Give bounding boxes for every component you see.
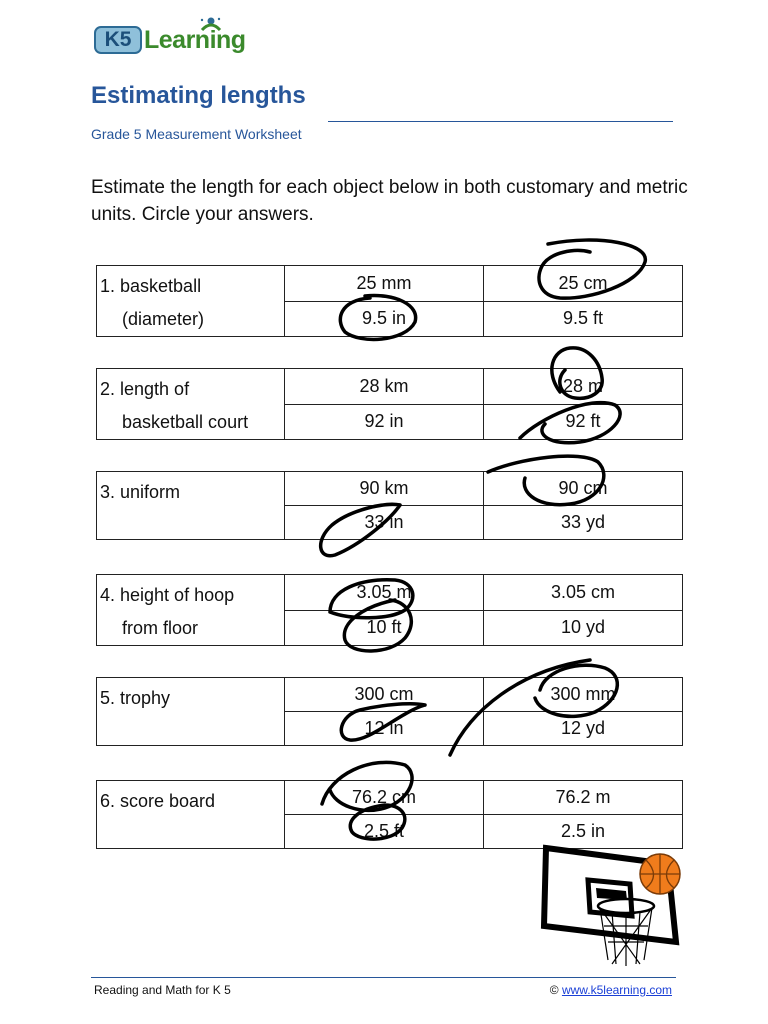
problem-1-table xyxy=(96,265,683,337)
answer-option[interactable]: 25 cm xyxy=(484,266,683,302)
instructions: Estimate the length for each object below in both customary and metric units. Circle your answers. xyxy=(91,177,688,225)
answer-option[interactable]: 28 km xyxy=(285,369,484,405)
problem-2 xyxy=(96,368,678,436)
website-link[interactable]: www.k5learning.com xyxy=(561,983,672,997)
problem-1 xyxy=(96,265,678,333)
answer-option[interactable]: 12 in xyxy=(285,712,484,746)
problem-6-label-line-1: 6. score board xyxy=(100,791,216,811)
answer-option[interactable]: 90 km xyxy=(285,472,484,506)
problem-1-label-line-1: 1. basketball xyxy=(100,276,202,296)
worksheet-subtitle: Grade 5 Measurement Worksheet xyxy=(91,126,302,142)
basketball-hoop-illustration xyxy=(528,838,688,970)
problem-3-label xyxy=(97,472,285,540)
problem-2-label-line-2: basketball court xyxy=(122,412,249,432)
problem-3-table xyxy=(96,471,683,540)
problem-4-label-line-2: from floor xyxy=(122,618,199,638)
problem-4-label-line-1: 4. height of hoop xyxy=(100,585,235,605)
problem-5-label-line-1: 5. trophy xyxy=(100,688,171,708)
answer-option[interactable]: 28 m xyxy=(484,369,683,405)
answer-option[interactable]: 2.5 in xyxy=(484,815,683,849)
problem-6-label xyxy=(97,781,285,849)
answer-option[interactable]: 92 in xyxy=(285,404,484,440)
logo-figure-icon xyxy=(198,16,224,38)
problem-3 xyxy=(96,471,678,539)
footer-divider xyxy=(91,977,676,978)
answer-option[interactable]: 76.2 cm xyxy=(285,781,484,815)
answer-option[interactable]: 10 yd xyxy=(484,610,683,646)
footer-copyright xyxy=(550,983,672,997)
page-title: Estimating lengths xyxy=(91,82,306,109)
answer-option[interactable]: 300 cm xyxy=(285,678,484,712)
problem-2-label xyxy=(97,369,285,440)
answer-option[interactable]: 25 mm xyxy=(285,266,484,302)
answer-option[interactable]: 9.5 ft xyxy=(484,301,683,337)
problem-2-table xyxy=(96,368,683,440)
logo-wordmark: Learning xyxy=(144,26,246,54)
problem-5-table xyxy=(96,677,683,746)
problem-1-label-line-2: (diameter) xyxy=(122,309,205,329)
answer-option[interactable]: 2.5 ft xyxy=(285,815,484,849)
k5-learning-logo xyxy=(94,16,264,62)
problem-4 xyxy=(96,574,678,642)
answer-option[interactable]: 90 cm xyxy=(484,472,683,506)
problem-4-label xyxy=(97,575,285,646)
problem-2-label-line-1: 2. length of xyxy=(100,379,190,399)
answer-option[interactable]: 33 yd xyxy=(484,506,683,540)
answer-option[interactable]: 3.05 m xyxy=(285,575,484,611)
header-divider xyxy=(328,121,673,122)
answer-option[interactable]: 9.5 in xyxy=(285,301,484,337)
answer-option[interactable]: 92 ft xyxy=(484,404,683,440)
copyright-symbol: © xyxy=(549,983,559,997)
answer-option[interactable]: 10 ft xyxy=(285,610,484,646)
answer-option[interactable]: 12 yd xyxy=(484,712,683,746)
answer-option[interactable]: 33 in xyxy=(285,506,484,540)
problem-4-table xyxy=(96,574,683,646)
problem-3-label-line-1: 3. uniform xyxy=(100,482,181,502)
problem-5-label xyxy=(97,678,285,746)
problem-1-label xyxy=(97,266,285,337)
problem-5 xyxy=(96,677,678,745)
footer-tagline: Reading and Math for K 5 xyxy=(94,983,231,997)
answer-option[interactable]: 76.2 m xyxy=(484,781,683,815)
answer-option[interactable]: 3.05 cm xyxy=(484,575,683,611)
answer-option[interactable]: 300 mm xyxy=(484,678,683,712)
logo-k5-badge: K5 xyxy=(94,26,142,54)
